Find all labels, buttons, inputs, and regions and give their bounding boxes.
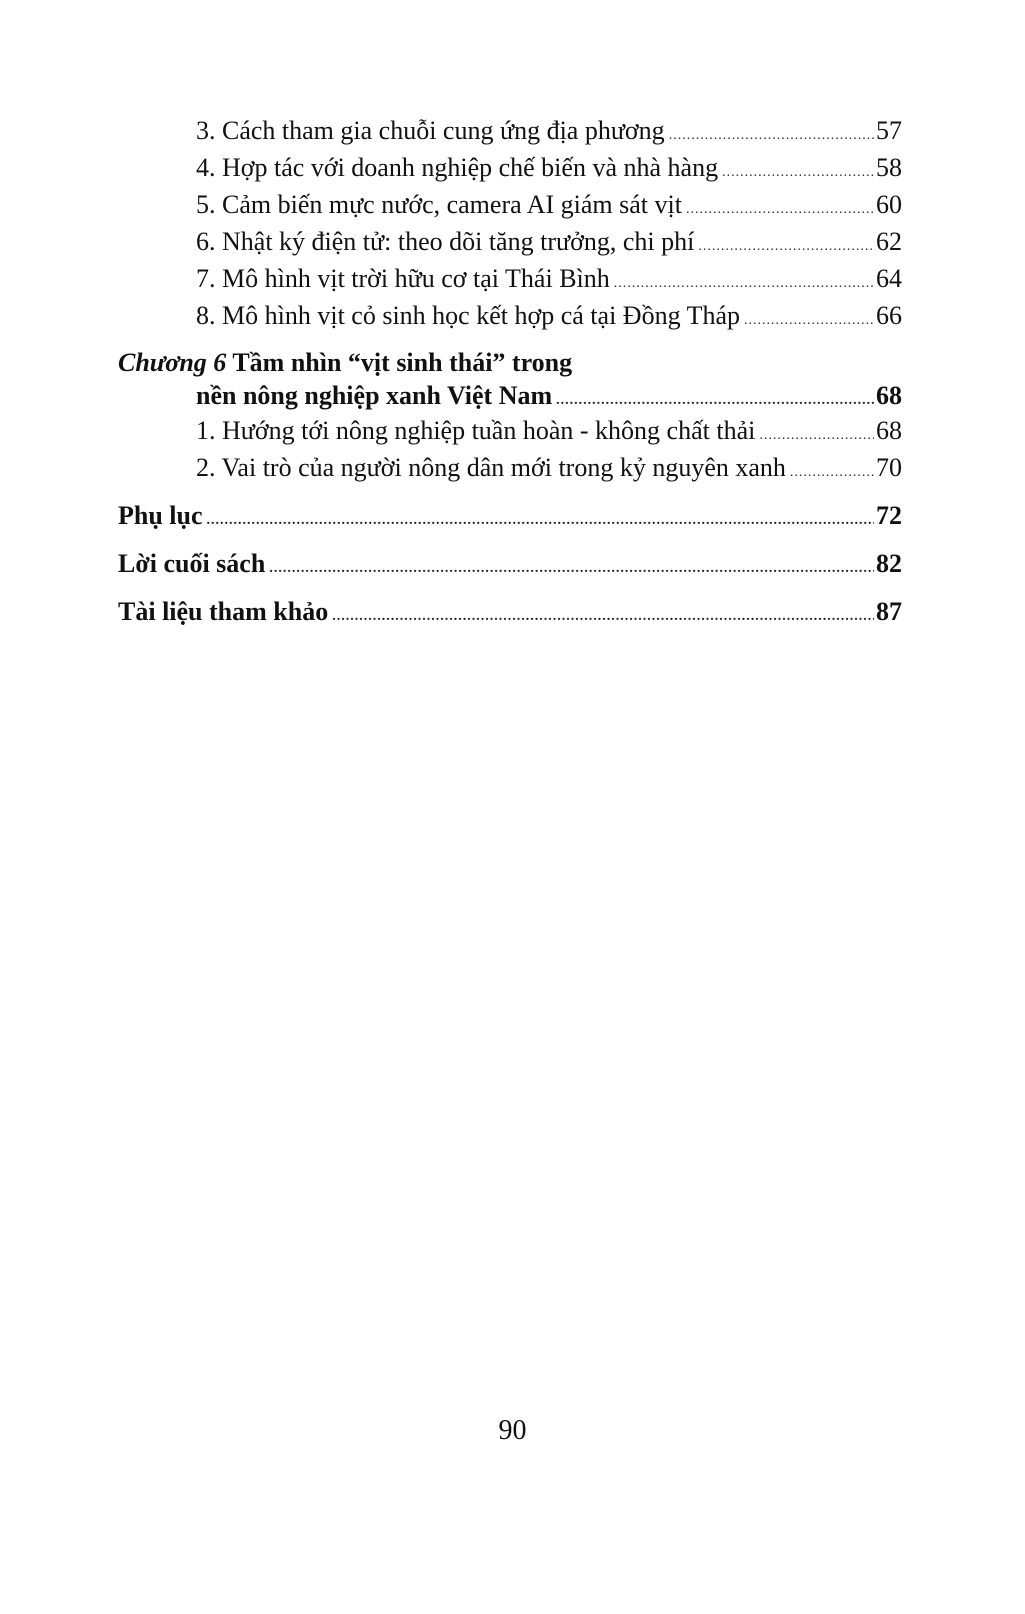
toc-entry-label: 8. Mô hình vịt cỏ sinh học kết hợp cá tại Đồng Tháp [196,301,741,330]
toc-entry-3 [118,112,902,149]
toc-section-references [118,593,902,630]
toc-entry-label: 7. Mô hình vịt trời hữu cơ tại Thái Bình [196,264,610,293]
toc-entry-page: 70 [876,453,902,482]
chapter-title-line2: nền nông nghiệp xanh Việt Nam [196,381,553,410]
chapter-page: 68 [876,381,902,410]
toc-entry-page: 66 [876,301,902,330]
toc-entry-page: 58 [876,153,902,182]
toc-entry-4 [118,149,902,186]
toc-entry-ch6-1 [118,412,902,449]
toc-section-label: Lời cuối sách [118,549,266,578]
dot-leader [332,598,874,635]
toc-entry-label: 3. Cách tham gia chuỗi cung ứng địa phương [196,116,665,145]
dot-leader [790,454,874,491]
table-of-contents [118,112,902,630]
toc-entry-ch6-2 [118,449,902,486]
chapter-label: Chương 6 [118,348,227,377]
toc-entry-label: 1. Hướng tới nông nghiệp tuần hoàn - không chất thải [196,416,756,445]
dot-leader [722,154,874,191]
toc-section-appendix [118,497,902,534]
toc-entry-page: 57 [876,116,902,145]
toc-entry-8 [118,297,902,334]
toc-entry-6 [118,223,902,260]
dot-leader [207,502,874,539]
toc-entry-page: 62 [876,227,902,256]
toc-entry-label: 2. Vai trò của người nông dân mới trong kỷ nguyên xanh [196,453,786,482]
toc-section-afterword [118,545,902,582]
toc-entry-label: 4. Hợp tác với doanh nghiệp chế biến và nhà hàng [196,153,719,182]
chapter-title-line1: Tầm nhìn “vịt sinh thái” trong [232,348,573,377]
toc-section-page: 87 [876,597,902,626]
dot-leader [744,302,874,339]
toc-entry-page: 64 [876,264,902,293]
page-number: 90 [498,1415,527,1446]
dot-leader [686,191,874,228]
toc-entry-label: 5. Cảm biến mực nước, camera AI giám sát vịt [196,190,682,219]
toc-entry-page: 60 [876,190,902,219]
chapter-6-title-continued [118,379,902,412]
toc-entry-5 [118,186,902,223]
dot-leader [698,228,874,265]
toc-entry-page: 68 [876,416,902,445]
chapter-6-heading [118,346,902,379]
toc-section-page: 72 [876,501,902,530]
toc-section-label: Tài liệu tham khảo [118,597,329,626]
dot-leader [269,550,874,587]
toc-entry-7 [118,260,902,297]
toc-entry-label: 6. Nhật ký điện tử: theo dõi tăng trưởng, chi phí [196,227,695,256]
toc-section-label: Phụ lục [118,501,203,530]
toc-section-page: 82 [876,549,902,578]
